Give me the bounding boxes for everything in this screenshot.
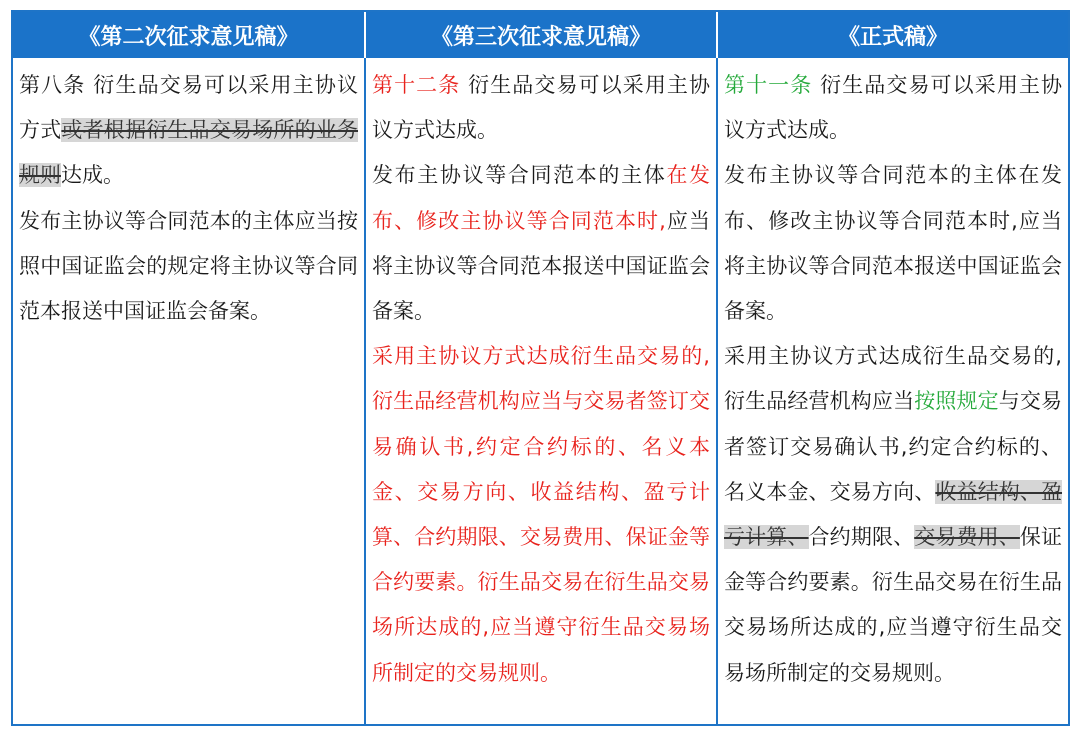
header-third-draft: 《第三次征求意见稿》 bbox=[365, 12, 717, 58]
header-row bbox=[13, 12, 1068, 58]
third-draft-article-number: 第十二条 bbox=[372, 73, 461, 97]
deleted-text: 或者根据衍生品交易场所的业务规则 bbox=[19, 118, 359, 188]
second-draft-article-end: 达成。 bbox=[61, 163, 124, 188]
third-draft-paragraph-2 bbox=[372, 153, 710, 334]
final-p3-text-c: 合约期限、 bbox=[808, 525, 915, 550]
second-draft-paragraph-1 bbox=[19, 63, 358, 199]
third-draft-article-text: 衍生品交易可以采用主协议方式达成。 bbox=[372, 73, 710, 143]
final-p3-text-d: 保证金等合约要素。衍生品交易在衍生品交易场所达成的,应当遵守衍生品交易场所制定的交易规则。 bbox=[724, 525, 1063, 685]
final-article-text: 衍生品交易可以采用主协议方式达成。 bbox=[724, 73, 1062, 143]
final-p3-text-b: 与交易者签订交易确认书,约定合约标的、名义本金、交易方向、 bbox=[724, 389, 1063, 504]
final-paragraph-3 bbox=[724, 334, 1062, 696]
header-final-version: 《正式稿》 bbox=[717, 12, 1068, 58]
comparison-table-frame bbox=[11, 10, 1070, 726]
third-draft-p2-text: 发布主协议等合同范本的主体 bbox=[372, 163, 667, 188]
cell-final-version bbox=[717, 58, 1068, 724]
added-text-red: 在发布、修改主协议等合同范本时, bbox=[372, 163, 711, 233]
second-draft-paragraph-2: 发布主协议等合同范本的主体应当按照中国证监会的规定将主协议等合同范本报送中国证监会备案。 bbox=[19, 208, 358, 324]
added-text-green: 按照规定 bbox=[914, 389, 999, 414]
final-p3-text-a: 采用主协议方式达成衍生品交易的,衍生品经营机构应当 bbox=[724, 344, 1062, 414]
final-paragraph-2: 发布主协议等合同范本的主体在发布、修改主协议等合同范本时,应当将主协议等合同范本报送中国证监会备案。 bbox=[724, 163, 1062, 324]
cell-third-draft bbox=[365, 58, 717, 724]
third-draft-paragraph-3-added: 采用主协议方式达成衍生品交易的,衍生品经营机构应当与交易者签订交易确认书,约定合约标的、名义本金、交易方向、收益结构、盈亏计算、合约期限、交易费用、保证金等合约要素。衍生品交易在衍生品交易场所达成的,应当遵守衍生品交易场所制定的交易规则。 bbox=[372, 344, 710, 685]
cell-second-draft bbox=[13, 58, 365, 724]
deleted-text-1: 收益结构、盈亏计算、 bbox=[724, 479, 1063, 550]
content-row bbox=[13, 58, 1068, 724]
header-second-draft: 《第二次征求意见稿》 bbox=[13, 12, 365, 58]
second-draft-article-text: 第八条 衍生品交易可以采用主协议方式 bbox=[19, 73, 358, 143]
final-paragraph-1 bbox=[724, 63, 1062, 153]
third-draft-paragraph-1 bbox=[372, 63, 710, 153]
final-article-number: 第十一条 bbox=[724, 73, 813, 97]
comparison-table bbox=[13, 12, 1068, 724]
third-draft-p2-end: 应当将主协议等合同范本报送中国证监会备案。 bbox=[372, 208, 710, 324]
deleted-text-2: 交易费用、 bbox=[914, 525, 1020, 550]
